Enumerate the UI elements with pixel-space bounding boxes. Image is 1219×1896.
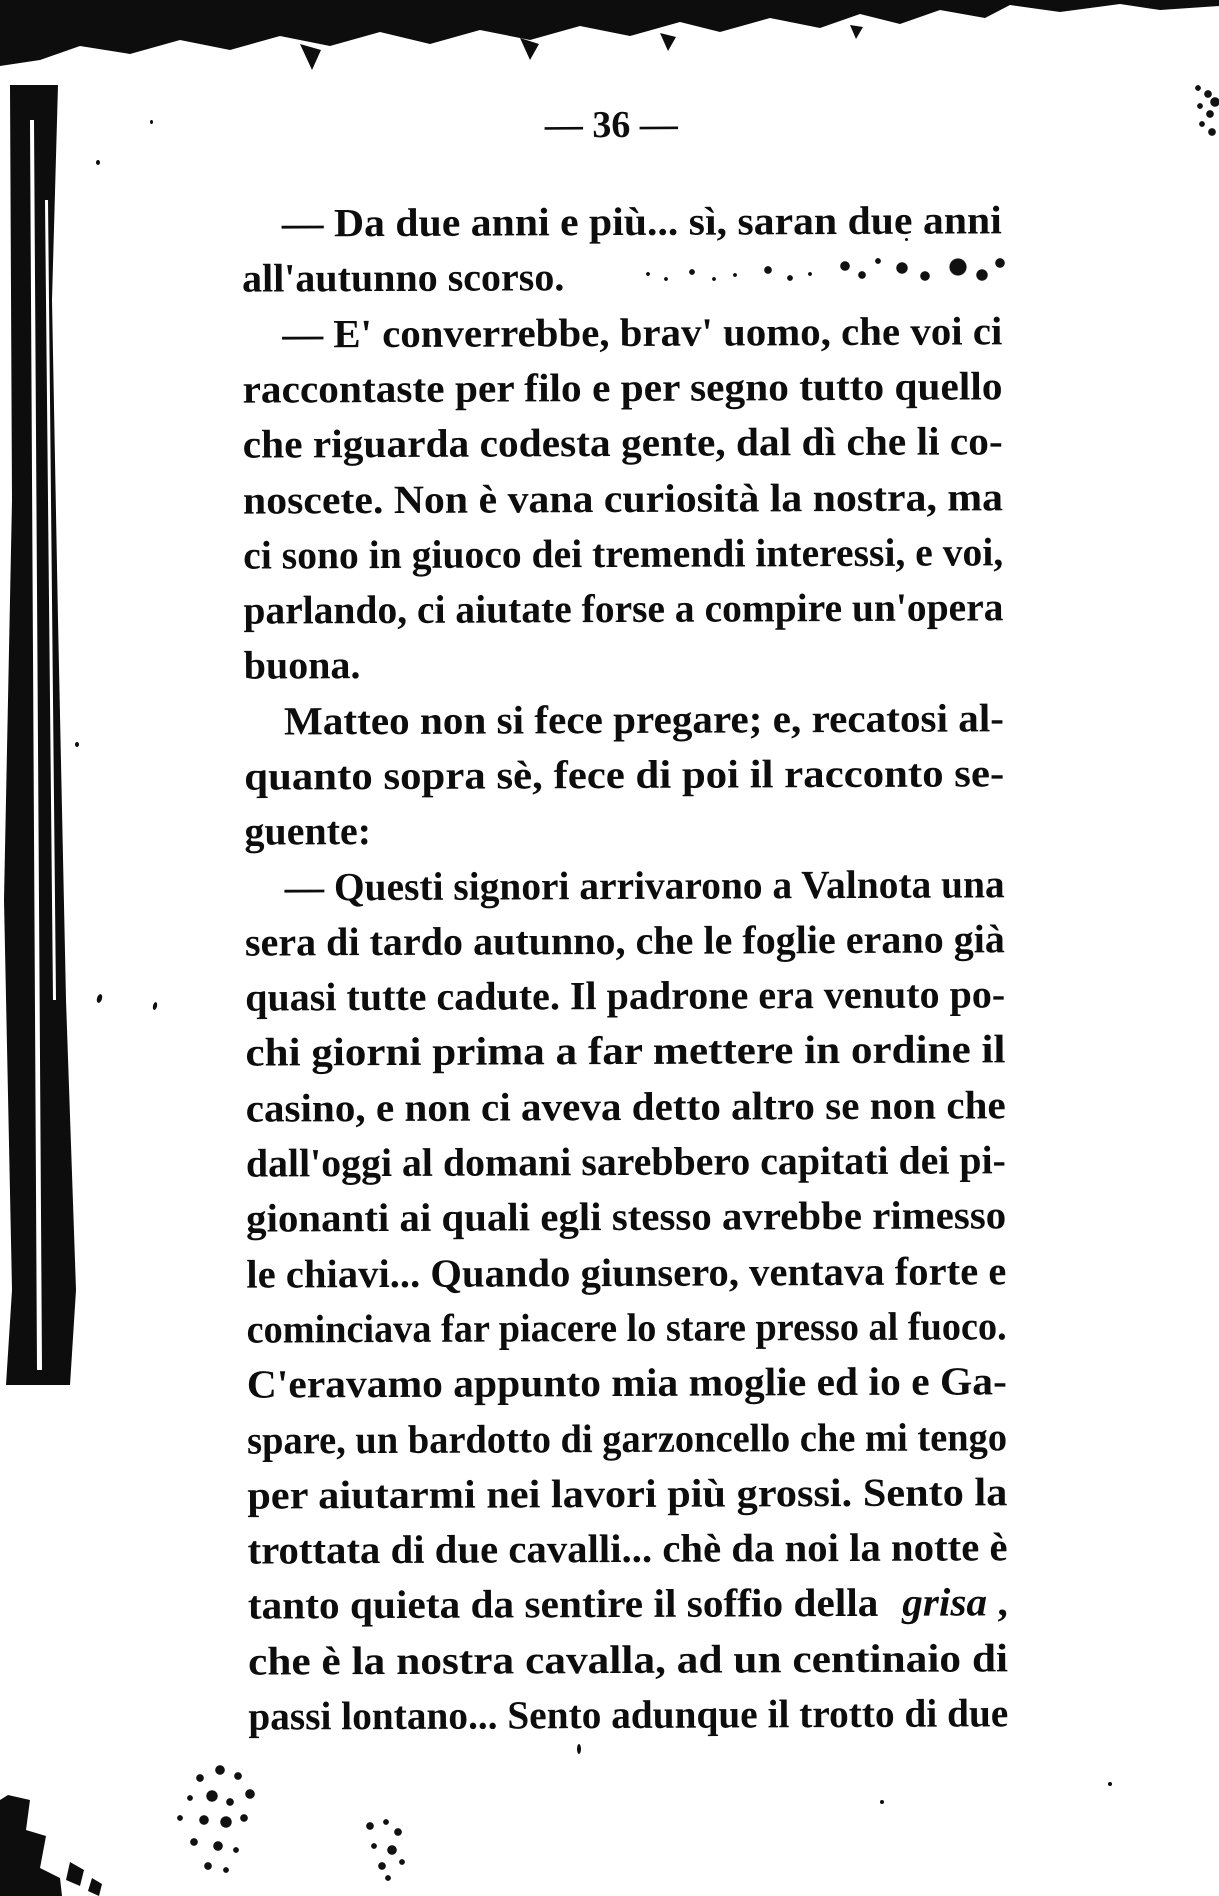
ink-speck	[96, 160, 100, 165]
text-line: — Questi signori arrivarono a Valnota una	[284, 861, 1016, 910]
ink-smudge-bottom	[160, 1758, 280, 1886]
ink-speck	[150, 120, 153, 124]
ink-speck	[1108, 1782, 1112, 1786]
text-line: casino, e non ci aveva detto altro se non che	[245, 1082, 985, 1131]
ink-smudge-trail	[640, 248, 1012, 294]
ink-speck	[577, 1744, 581, 1754]
ink-speck	[880, 1800, 884, 1804]
text-line-part: tanto quieta da sentire il soffio della	[247, 1579, 859, 1628]
text-line: cominciava far piacere lo stare presso al fuoco.	[246, 1303, 1042, 1352]
text-line: — E' converrebbe, brav' uomo, che voi ci	[282, 308, 988, 357]
text-line: parlando, ci aiutate forse a compire un'opera	[243, 584, 1013, 633]
page-number: — 36 —	[544, 103, 678, 147]
text-line: quasi tutte cadute. Il padrone era venuto po-	[245, 971, 1005, 1020]
text-line: — Da due anni e più... sì, saran due anni	[281, 197, 973, 246]
text-line: che è la nostra cavalla, ad un centinaio di	[247, 1635, 950, 1684]
text-line: chi giorni prima a far mettere in ordine il	[245, 1026, 951, 1075]
text-line: raccontaste per filo e per segno tutto quello	[242, 363, 978, 412]
text-line	[248, 1579, 1008, 1627]
text-line: quanto sopra sè, fece di poi il racconto se-	[244, 750, 955, 799]
text-line-part-italic: grisa	[902, 1579, 985, 1625]
ink-speck	[75, 742, 79, 747]
text-line: sera di tardo autunno, che le foglie erano già	[244, 916, 1004, 965]
text-line: che riguarda codesta gente, dal dì che li co-	[242, 418, 978, 467]
text-line: buona.	[243, 642, 361, 688]
text-line: le chiavi... Quando giunsero, ventava forte e	[246, 1248, 995, 1297]
text-line: gionanti ai quali egli stesso avrebbe rimesso	[246, 1192, 990, 1241]
text-line: noscete. Non è vana curiosità la nostra, ma	[242, 474, 971, 523]
text-line: per aiutarmi nei lavori più grossi. Sento la	[247, 1469, 966, 1518]
text-line: trottata di due cavalli... chè da noi la notte è	[247, 1524, 994, 1573]
text-line-part: ,	[997, 1579, 1008, 1625]
ink-mark-top-right	[1190, 80, 1219, 144]
text-line: dall'oggi al domani sarebbero capitati dei pi-	[245, 1137, 1010, 1186]
ink-speck	[60, 1243, 63, 1247]
ink-smudge-bottom-2	[352, 1812, 424, 1890]
ink-speck	[905, 238, 908, 241]
text-line: Matteo non si fece pregare; e, recatosi al-	[283, 695, 984, 744]
text-line: spare, un bardotto di garzoncello che mi tengo	[246, 1414, 1038, 1463]
text-line: C'eravamo appunto mia moglie ed io e Ga-	[246, 1358, 980, 1407]
text-line: passi lontano... Sento adunque il trotto di due	[248, 1690, 1022, 1739]
text-line: ci sono in giuoco dei tremendi interessi, e voi,	[243, 529, 1011, 578]
text-line: all'autunno scorso.	[241, 254, 565, 301]
text-line: guente:	[244, 808, 372, 854]
